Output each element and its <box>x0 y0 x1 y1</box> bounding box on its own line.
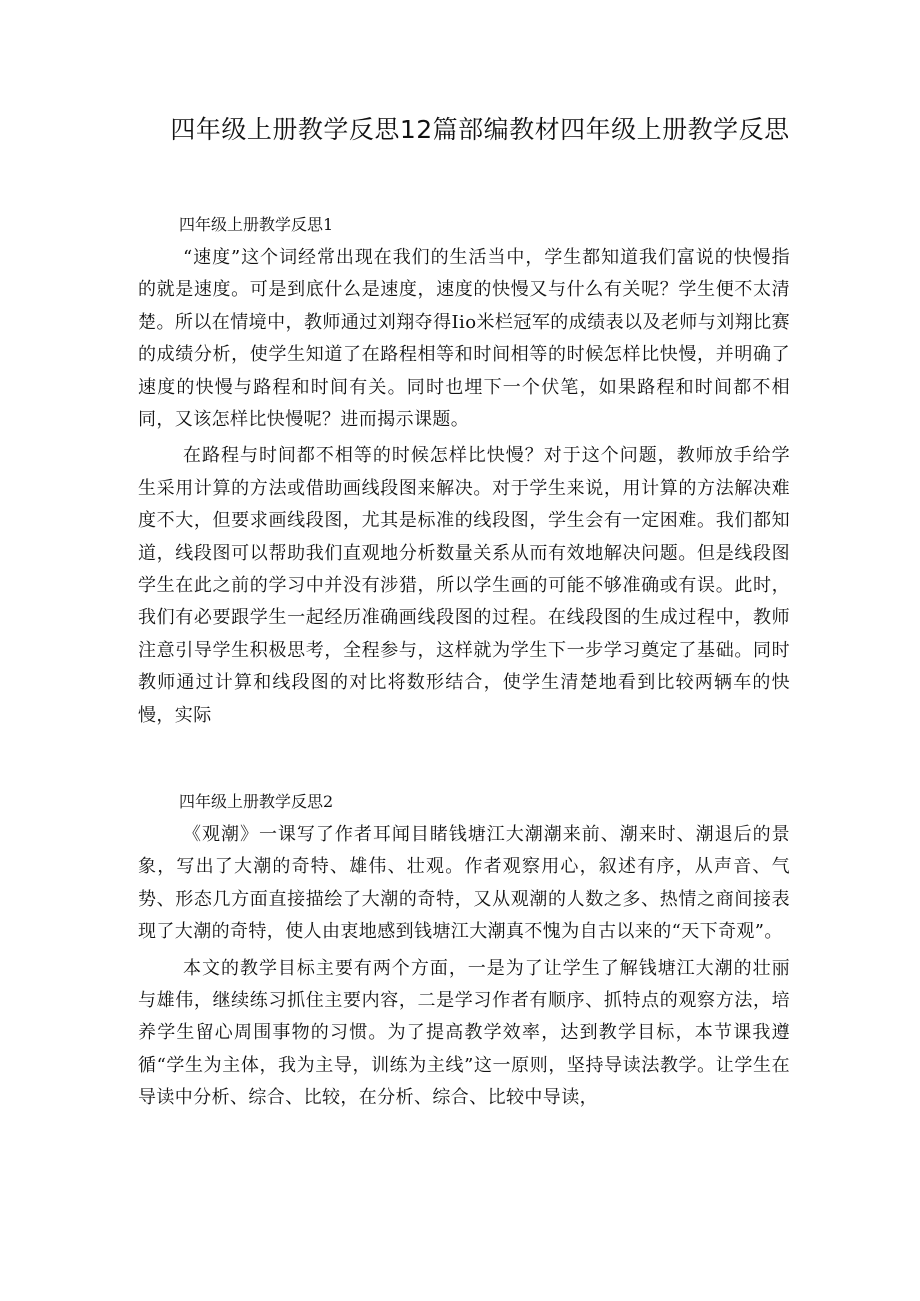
section-heading: 四年级上册教学反思2 <box>179 792 334 811</box>
section-heading: 四年级上册教学反思1 <box>179 215 334 234</box>
paragraph: 本文的教学目标主要有两个方面，一是为了让学生了解钱塘江大潮的壮丽与雄伟，继续练习抓住主要内容，二是学习作者有顺序、抓特点的观察方法，培养学生留心周围事物的习惯。为了提高教学效率，达到教学目标，本节课我遵循“学生为主体，我为主导，训练为主线”这一原则，坚持导读法教学。让学生在导读中分析、综合、比较，在分析、综合、比较中导读， <box>138 957 790 1109</box>
paragraph: 在路程与时间都不相等的时候怎样比快慢？对于这个问题，教师放手给学生采用计算的方法或借助画线段图来解决。对于学生来说，用计算的方法解决难度不大，但要求画线段图，尤其是标准的线段图，学生会有一定困难。我们都知道，线段图可以帮助我们直观地分析数量关系从而有效地解决问题。但是线段图学生在此之前的学习中并没有涉猎，所以学生画的可能不够准确或有误。此时，我们有必要跟学生一起经历准确画线段图的过程。在线段图的生成过程中，教师注意引导学生积极思考，全程参与，这样就为学生下一步学习奠定了基础。同时教师通过计算和线段图的对比将数形结合，使学生清楚地看到比较两辆车的快慢，实际 <box>138 445 790 726</box>
paragraph: “速度”这个词经常出现在我们的生活当中，学生都知道我们富说的快慢指的就是速度。可是到底什么是速度，速度的快慢又与什么有关呢？学生便不太清楚。所以在情境中，教师通过刘翔夺得Iio米栏冠军的成绩表以及老师与刘翔比赛的成绩分析，使学生知道了在路程相等和时间相等的时候怎样比快慢，并明确了速度的快慢与路程和时间有关。同时也埋下一个伏笔，如果路程和时间都不相同，又该怎样比快慢呢？进而揭示课题。 <box>138 247 790 431</box>
section-reflection-1 <box>138 210 790 736</box>
paragraph: 《观潮》一课写了作者耳闻目睹钱塘江大潮潮来前、潮来时、潮退后的景象，写出了大潮的奇特、雄伟、壮观。作者观察用心，叙述有序，从声音、气势、形态几方面直接描绘了大潮的奇特，又从观潮的人数之多、热情之商间接表现了大潮的奇特，使人由衷地感到钱塘江大潮真不愧为自古以来的“天下奇观”。 <box>138 824 790 943</box>
document-title: 四年级上册教学反思12篇部编教材四年级上册教学反思 <box>170 115 790 144</box>
section-reflection-2 <box>138 787 790 1119</box>
